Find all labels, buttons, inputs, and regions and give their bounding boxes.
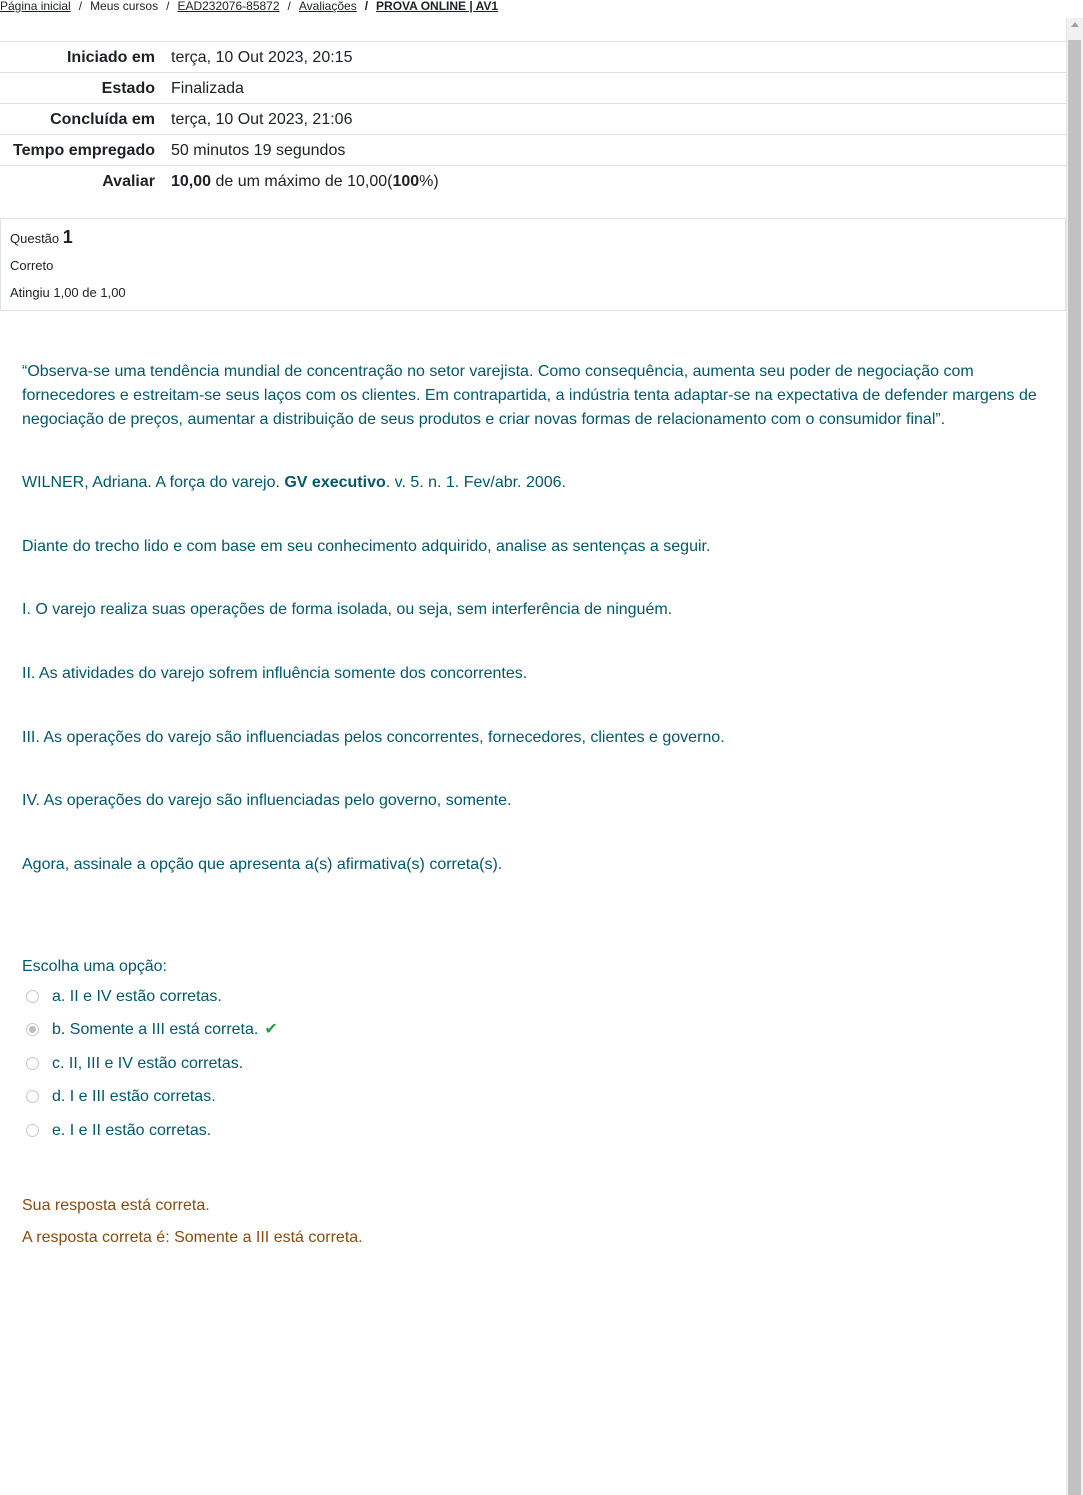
- answer-radio-c[interactable]: [26, 1057, 39, 1070]
- breadcrumb-assessments-link[interactable]: Avaliações: [298, 0, 357, 13]
- time-value: 50 minutos 19 segundos: [171, 142, 346, 159]
- breadcrumb-separator: /: [78, 0, 83, 13]
- answer-label-e: e. I e II estão corretas.: [52, 1122, 212, 1139]
- question-number-value: 1: [62, 227, 73, 247]
- question-ask: Agora, assinale a opção que apresenta a(s) afirmativa(s) correta(s).: [22, 856, 503, 873]
- sentence-2: II. As atividades do varejo sofrem influência somente dos concorrentes.: [22, 665, 528, 682]
- breadcrumb-separator: /: [166, 0, 170, 13]
- scroll-up-arrow-icon[interactable]: [1071, 22, 1079, 27]
- correct-check-icon: ✔: [264, 1021, 278, 1038]
- grade-value: [171, 166, 1066, 197]
- breadcrumb: [0, 0, 498, 13]
- state-value: Finalizada: [171, 80, 244, 97]
- completed-value: terça, 10 Out 2023, 21:06: [171, 111, 353, 128]
- summary-row-state: [0, 73, 1066, 104]
- feedback-correct: Sua resposta está correta.: [22, 1197, 210, 1214]
- summary-row-time: [0, 135, 1066, 166]
- summary-row-started: [0, 42, 1066, 73]
- sentence-3: III. As operações do varejo são influenciadas pelos concorrentes, fornecedores, clientes e governo.: [22, 729, 725, 746]
- question-instruction: Diante do trecho lido e com base em seu conhecimento adquirido, analise as sentenças a seguir.: [22, 538, 711, 555]
- grade-percent-suffix: %): [419, 173, 439, 190]
- reference-details: . v. 5. n. 1. Fev/abr. 2006.: [385, 474, 566, 491]
- reference-journal: GV executivo: [284, 474, 386, 491]
- summary-row-completed: [0, 104, 1066, 135]
- sentence-4: IV. As operações do varejo são influenciadas pelo governo, somente.: [22, 792, 512, 809]
- reference-author: WILNER, Adriana. A força do varejo.: [22, 474, 285, 491]
- time-label: Tempo empregado: [13, 142, 155, 159]
- started-value: terça, 10 Out 2023, 20:15: [171, 49, 353, 66]
- answer-radio-e[interactable]: [26, 1124, 39, 1137]
- question-grade: Atingiu 1,00 de 1,00: [10, 285, 126, 300]
- answer-label-b-wrap: [52, 1018, 278, 1042]
- breadcrumb-current-exam-link[interactable]: PROVA ONLINE | AV1: [376, 0, 499, 13]
- breadcrumb-course-link[interactable]: EAD232076-85872: [177, 0, 280, 13]
- answer-label-b: b. Somente a III está correta.: [52, 1021, 259, 1038]
- question-quote: “Observa-se uma tendência mundial de concentração no setor varejista. Como consequência, aumenta seu poder de negociação com fornecedores e estreitam-se seus laços com os clientes. Em contrapartida, a indústria tenta adaptar-se na expectativa de defender margens de negociação de preços, aumentar a distribuição de seus produtos e criar novas formas de relacionamento com o consumidor final”.: [22, 363, 1037, 428]
- answer-label-c: c. II, III e IV estão corretas.: [52, 1055, 244, 1072]
- breadcrumb-my-courses: Meus cursos: [90, 0, 159, 13]
- answer-label-d: d. I e III estão corretas.: [52, 1088, 216, 1105]
- answer-radio-b[interactable]: [26, 1023, 39, 1036]
- grade-max: de um máximo de 10,00(: [211, 173, 393, 190]
- breadcrumb-separator: /: [287, 0, 291, 13]
- answer-radio-a[interactable]: [26, 990, 39, 1003]
- sentence-1: I. O varejo realiza suas operações de forma isolada, ou seja, sem interferência de ninguém.: [22, 601, 673, 618]
- feedback-right-answer: A resposta correta é: Somente a III está correta.: [22, 1229, 363, 1246]
- attempt-summary-table: [0, 41, 1066, 196]
- completed-label: Concluída em: [50, 111, 155, 128]
- question-reference: [22, 471, 1042, 495]
- question-state: Correto: [10, 258, 54, 273]
- question-info-box: [0, 218, 1066, 311]
- page-scrollbar[interactable]: [1066, 18, 1083, 1495]
- state-label: Estado: [101, 80, 155, 97]
- grade-percent: 100: [392, 173, 420, 190]
- breadcrumb-home-link[interactable]: Página inicial: [0, 0, 71, 13]
- scrollbar-thumb[interactable]: [1068, 40, 1081, 1495]
- grade-label: Avaliar: [102, 173, 155, 190]
- summary-row-grade: [0, 166, 1066, 197]
- started-label: Iniciado em: [66, 49, 155, 66]
- grade-score: 10,00: [171, 173, 212, 190]
- question-number: [10, 227, 73, 248]
- answer-label-a: a. II e IV estão corretas.: [52, 988, 222, 1005]
- question-label: Questão: [10, 231, 60, 246]
- answer-radio-d[interactable]: [26, 1090, 39, 1103]
- choose-option-prompt: Escolha uma opção:: [22, 958, 167, 975]
- breadcrumb-separator: /: [364, 0, 369, 13]
